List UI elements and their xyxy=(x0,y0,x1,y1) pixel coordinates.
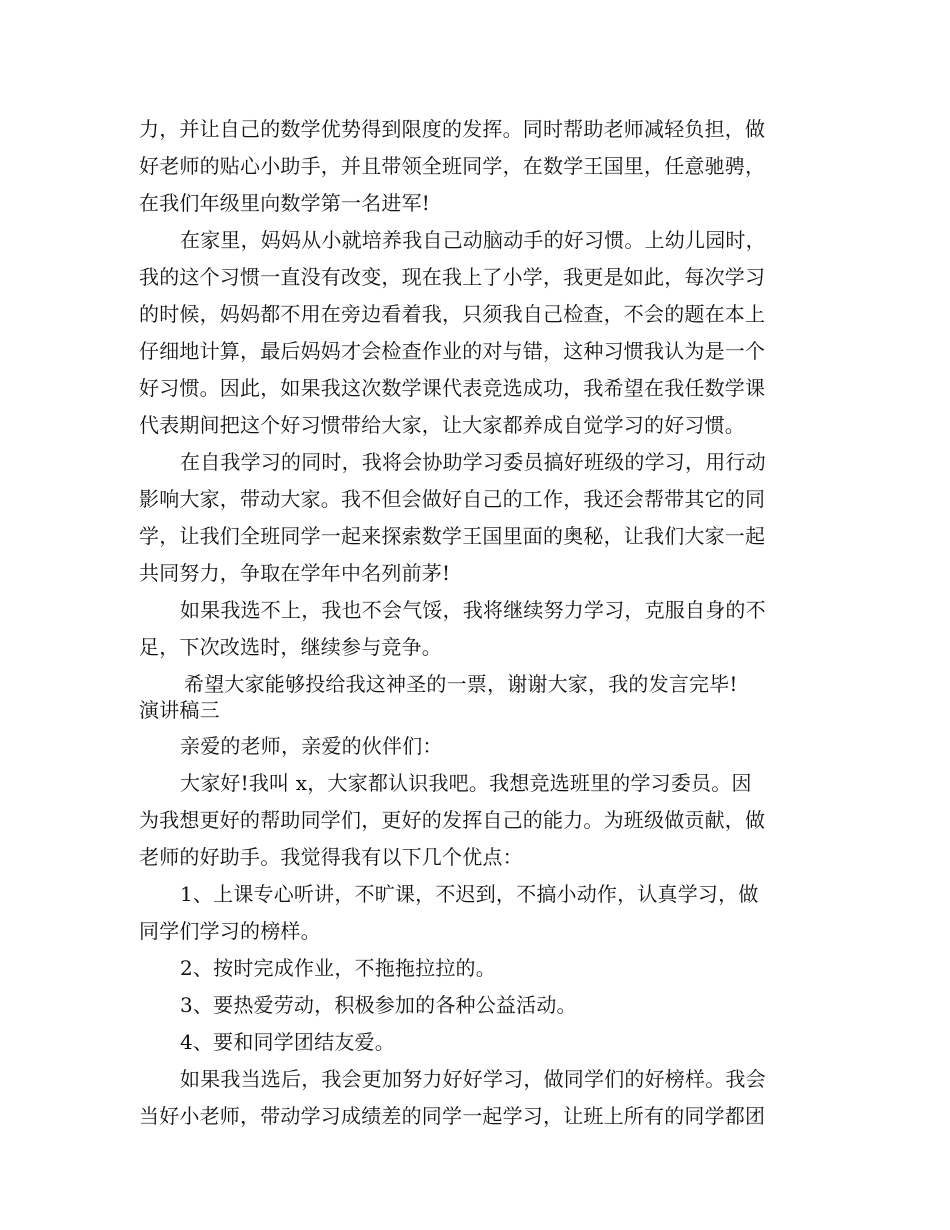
paragraph-first-line: 希望大家能够投给我这神圣的一票，谢谢大家，我的发言完毕! xyxy=(184,672,738,696)
text-line: 共同努力，争取在学年中名列前茅! xyxy=(139,561,451,585)
list-item: 4、要和同学团结友爱。 xyxy=(180,1030,395,1054)
list-item: 3、要热爱劳动，积极参加的各种公益活动。 xyxy=(180,993,577,1017)
text-line: 影响大家，带动大家。我不但会做好自己的工作，我还会帮带其它的同 xyxy=(139,487,766,511)
paragraph-first-line: 大家好!我叫 x，大家都认识我吧。我想竞选班里的学习委员。因 xyxy=(180,771,752,795)
text-line: 好习惯。因此，如果我这次数学课代表竞选成功，我希望在我任数学课 xyxy=(139,376,766,400)
section-heading: 演讲稿三 xyxy=(139,698,220,722)
text-line: 足，下次改选时，继续参与竞争。 xyxy=(139,635,442,659)
list-item: 1、上课专心听讲，不旷课，不迟到，不搞小动作，认真学习，做 xyxy=(180,882,759,906)
paragraph-first-line: 如果我当选后，我会更加努力好好学习，做同学们的好榜样。我会 xyxy=(180,1067,766,1091)
text-line: 当好小老师，带动学习成绩差的同学一起学习，让班上所有的同学都团 xyxy=(139,1104,766,1128)
text-line: 在我们年级里向数学第一名进军! xyxy=(139,191,431,215)
text-line: 好老师的贴心小助手，并且带领全班同学，在数学王国里，任意驰骋， xyxy=(139,154,766,178)
salutation: 亲爱的老师，亲爱的伙伴们： xyxy=(180,734,443,758)
paragraph-first-line: 如果我选不上，我也不会气馁，我将继续努力学习，克服自身的不 xyxy=(180,598,766,622)
text-line: 同学们学习的榜样。 xyxy=(139,919,321,943)
list-item: 2、按时完成作业，不拖拖拉拉的。 xyxy=(180,956,496,980)
text-line: 为我想更好的帮助同学们，更好的发挥自己的能力。为班级做贡献，做 xyxy=(139,808,766,832)
text-line: 仔细地计算，最后妈妈才会检查作业的对与错，这种习惯我认为是一个 xyxy=(139,339,766,363)
text-line: 我的这个习惯一直没有改变，现在我上了小学，我更是如此，每次学习 xyxy=(139,265,766,289)
text-line: 学，让我们全班同学一起来探索数学王国里面的奥秘，让我们大家一起 xyxy=(139,524,766,548)
text-line: 老师的好助手。我觉得我有以下几个优点： xyxy=(139,845,523,869)
paragraph-first-line: 在自我学习的同时，我将会协助学习委员搞好班级的学习，用行动 xyxy=(180,450,766,474)
paragraph-first-line: 在家里，妈妈从小就培养我自己动脑动手的好习惯。上幼儿园时， xyxy=(180,228,766,252)
text-line: 代表期间把这个好习惯带给大家，让大家都养成自觉学习的好习惯。 xyxy=(139,413,745,437)
text-line: 的时候，妈妈都不用在旁边看着我，只须我自己检查，不会的题在本上 xyxy=(139,302,766,326)
text-line: 力，并让自己的数学优势得到限度的发挥。同时帮助老师减轻负担，做 xyxy=(139,117,766,141)
